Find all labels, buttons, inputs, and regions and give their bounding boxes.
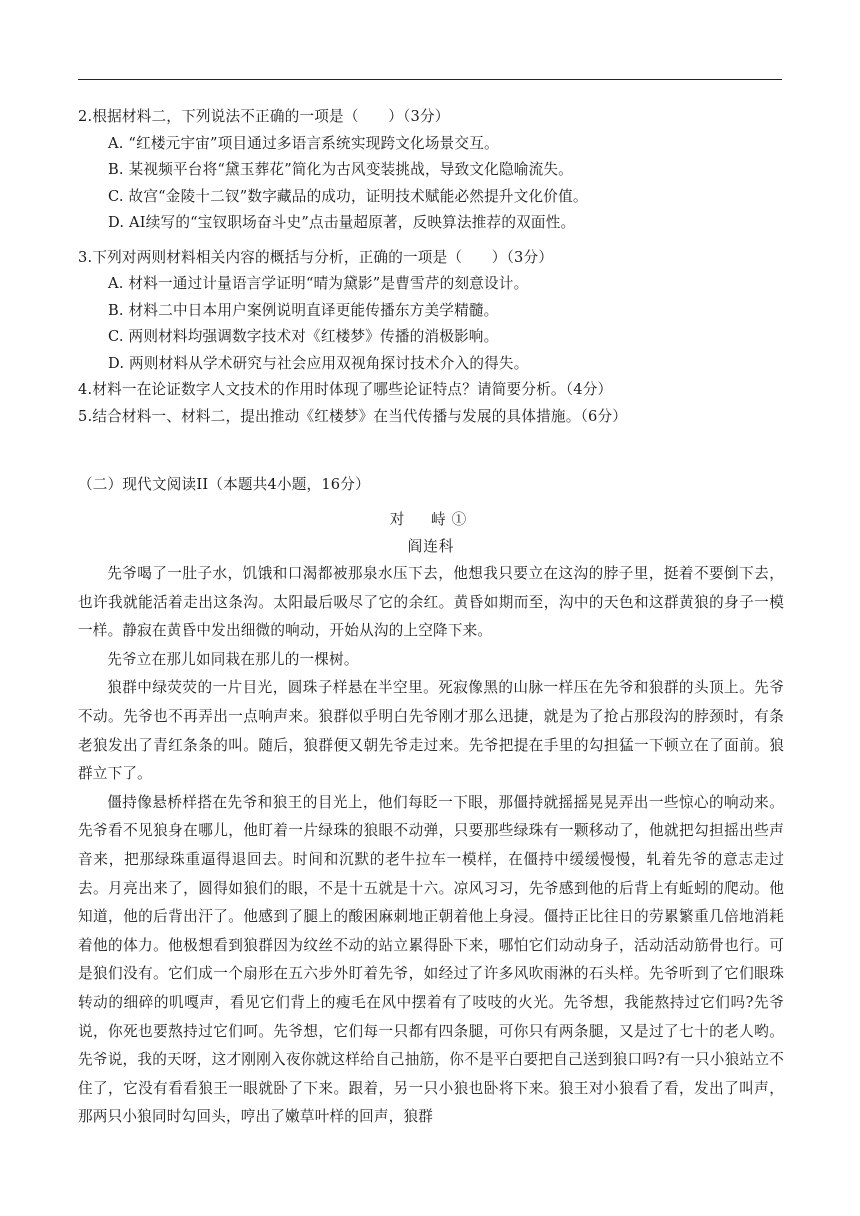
question-stem: 3.下列对两则材料相关内容的概括与分析，正确的一项是（ ）（3分） xyxy=(78,248,554,266)
section-heading: （二）现代文阅读II（本题共4小题，16分） xyxy=(78,476,370,493)
option-a: A. “红楼元宇宙”项目通过多语言系统实现跨文化场景交互。 xyxy=(108,134,499,152)
article-title: 对 峙① xyxy=(389,511,473,528)
article-paragraph: 狼群中绿荧荧的一片目光，圆珠子样悬在半空里。死寂像黑的山脉一样压在先爷和狼群的头顶上。先爷不动。先爷也不再弄出一点响声来。狼群似乎明白先爷刚才那么迅捷，就是为了抢占那段沟的脖颈时，有条老狼发出了青红条条的叫。随后，狼群便又朝先爷走过来。先爷把提在手里的勾担猛一下顿立在了面前。狼群立下了。 xyxy=(78,679,784,783)
question-4: 4.材料一在论证数字人文技术的作用时体现了哪些论证特点？请简要分析。（4分） xyxy=(78,381,613,398)
document-page xyxy=(78,104,784,1132)
question-stem: 2.根据材料二，下列说法不正确的一项是（ ）（3分） xyxy=(78,108,450,125)
option-c: C. 两则材料均强调数字技术对《红楼梦》传播的消极影响。 xyxy=(108,328,499,345)
option-b: B. 某视频平台将“黛玉葬花”简化为古风变装挑战，导致文化隐喻流失。 xyxy=(108,161,573,178)
article-author: 阎连科 xyxy=(407,538,455,555)
question-2 xyxy=(78,104,784,237)
article-paragraph: 先爷喝了一肚子水，饥饿和口渴都被那泉水压下去，他想我只要立在这沟的脖子里，挺着不要倒下去，也许我就能活着走出这条沟。太阳最后吸尽了它的余红。黄昏如期而至，沟中的天色和这群黄狼的身子一模一样。静寂在黄昏中发出细微的响动，开始从沟的上空降下来。 xyxy=(78,565,784,640)
question-3 xyxy=(78,245,784,378)
option-c: C. 故宫“金陵十二钗”数字藏品的成功，证明技术赋能必然提升文化价值。 xyxy=(108,187,588,205)
article-paragraph: 先爷立在那儿如同栽在那儿的一棵树。 xyxy=(107,650,359,668)
article-paragraph: 僵持像悬桥样搭在先爷和狼王的目光上，他们每眨一下眼，那僵持就摇摇晃晃弄出一些惊心的响动来。先爷看不见狼身在哪儿，他盯着一片绿珠的狼眼不动弹，只要那些绿珠有一颗移动了，他就把勾担摇出些声音来，把那绿珠重逼得退回去。时间和沉默的老牛拉车一模样，在僵持中缓缓慢慢，轧着先爷的意志走过去。月亮出来了，圆得如狼们的眼，不是十五就是十六。凉风习习，先爷感到他的后背上有蚯蚓的爬动。他知道，他的后背出汗了。他感到了腿上的酸困麻刺地正朝着他上身浸。僵持正比往日的劳累繁重几倍地消耗着他的体力。他极想看到狼群因为纹丝不动的站立累得卧下来，哪怕它们动动身子，活动活动筋骨也行。可是狼们没有。它们成一个扇形在五六步外盯着先爷，如经过了许多风吹雨淋的石头样。先爷听到了它们眼珠转动的细碎的叽嘎声，看见它们背上的瘦毛在风中摆着有了吱吱的火光。先爷想，我能熬持过它们吗?先爷说，你死也要熬持过它们呵。先爷想，它们每一只都有四条腿，可你只有两条腿，又是过了七十的老人哟。先爷说，我的天呀，这才刚刚入夜你就这样给自己抽筋，你不是平白要把自己送到狼口吗?有一只小狼站立不住了，它没有看看狼王一眼就卧了下来。跟着，另一只小狼也卧将下来。狼王对小狼看了看，发出了叫声，那两只小狼同时勾回头，哼出了嫩草叶样的回声，狼群 xyxy=(78,793,784,1126)
option-d: D. 两则材料从学术研究与社会应用双视角探讨技术介入的得失。 xyxy=(108,354,529,372)
option-a: A. 材料一通过计量语言学证明“晴为黛影”是曹雪芹的刻意设计。 xyxy=(108,275,529,292)
option-d: D. AI续写的“宝钗职场奋斗史”点击量超原著，反映算法推荐的双面性。 xyxy=(108,214,576,231)
header-rule xyxy=(78,79,782,80)
question-5: 5.结合材料一、材料二，提出推动《红楼梦》在当代传播与发展的具体措施。（6分） xyxy=(78,407,628,425)
option-b: B. 材料二中日本用户案例说明直译更能传播东方美学精髓。 xyxy=(108,301,499,319)
